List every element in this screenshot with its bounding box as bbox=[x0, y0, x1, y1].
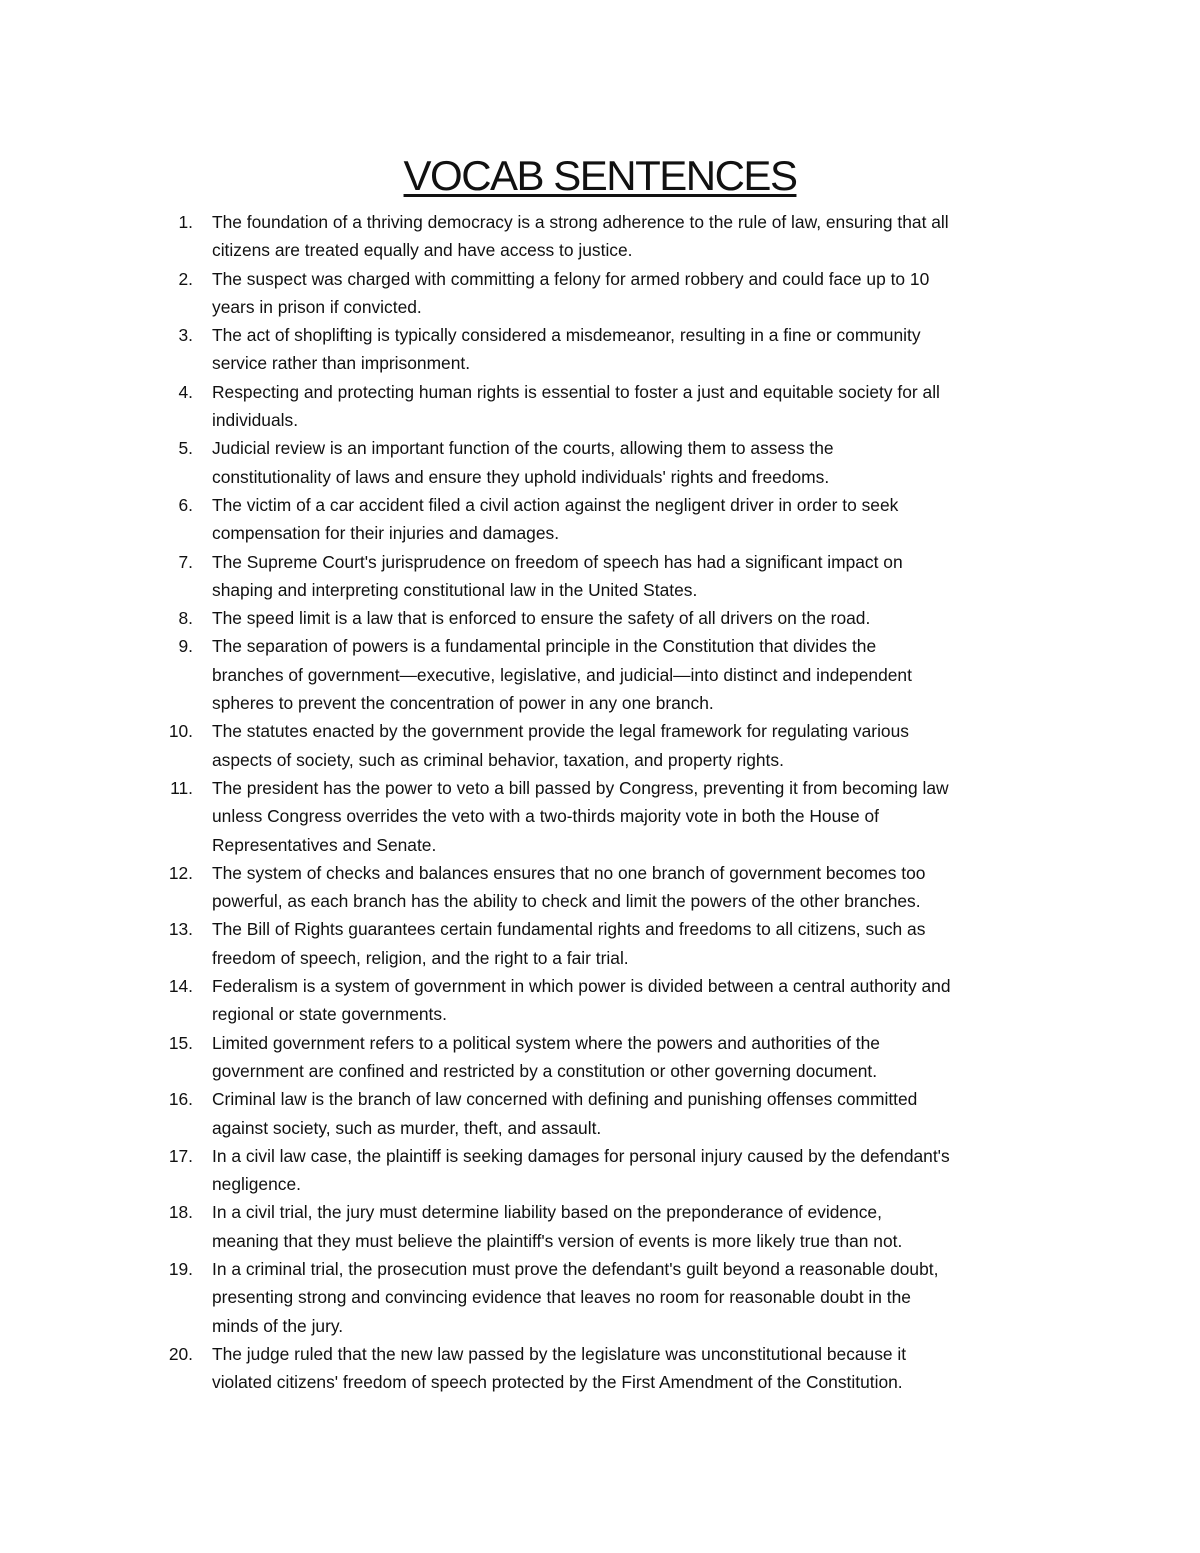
item-number: 14. bbox=[168, 976, 193, 997]
item-number: 5. bbox=[178, 438, 193, 459]
item-number: 13. bbox=[168, 919, 193, 940]
page-title: VOCAB SENTENCES bbox=[403, 152, 797, 199]
list-item bbox=[0, 491, 1062, 548]
item-number: 15. bbox=[168, 1032, 193, 1053]
list-item bbox=[0, 321, 1062, 378]
item-text: In a criminal trial, the prosecution must prove the defendant's guilt beyond a reasonable doubt, presenting strong and convincing evidence that leaves no room for reasonable doubt in the minds of the jury. bbox=[212, 1258, 939, 1336]
list-item bbox=[0, 548, 1062, 605]
item-number: 7. bbox=[178, 551, 193, 572]
list-item bbox=[0, 915, 1062, 972]
list-item bbox=[0, 1085, 1062, 1142]
item-number: 12. bbox=[168, 862, 193, 883]
list-item bbox=[0, 972, 1062, 1029]
item-text: Federalism is a system of government in which power is divided between a central authority and regional or state governments. bbox=[212, 976, 951, 1025]
item-text: The Bill of Rights guarantees certain fundamental rights and freedoms to all citizens, such as freedom of speech, religion, and the right to a fair trial. bbox=[212, 919, 926, 968]
list-item bbox=[0, 434, 1062, 491]
list-item bbox=[0, 632, 1062, 717]
item-text: Judicial review is an important function of the courts, allowing them to assess the constitutionality of laws and ensure they uphold individuals' rights and freedoms. bbox=[212, 438, 834, 487]
list-item bbox=[0, 1142, 1062, 1199]
item-number: 9. bbox=[178, 636, 193, 657]
item-number: 18. bbox=[168, 1202, 193, 1223]
list-item bbox=[0, 378, 1062, 435]
item-number: 20. bbox=[168, 1343, 193, 1364]
sentence-list bbox=[0, 208, 1200, 1396]
item-text: Respecting and protecting human rights is essential to foster a just and equitable society for all individuals. bbox=[212, 381, 940, 431]
item-number: 1. bbox=[178, 212, 193, 232]
item-number: 19. bbox=[168, 1258, 193, 1279]
item-number: 8. bbox=[178, 608, 193, 629]
item-text: Criminal law is the branch of law concerned with defining and punishing offenses committed against society, such as murder, theft, and assault. bbox=[212, 1089, 918, 1138]
list-item bbox=[0, 774, 1062, 859]
list-item bbox=[0, 859, 1062, 916]
list-item bbox=[0, 208, 1062, 265]
list-item bbox=[0, 1340, 1062, 1397]
list-item bbox=[0, 717, 1062, 774]
list-item bbox=[0, 604, 1062, 632]
item-text: The foundation of a thriving democracy is a strong adherence to the rule of law, ensuring that all citizens are treated equally and have access to justice. bbox=[212, 212, 949, 261]
item-number: 3. bbox=[178, 325, 193, 346]
item-text: The statutes enacted by the government provide the legal framework for regulating various aspects of society, such as criminal behavior, taxation, and property rights. bbox=[212, 721, 909, 770]
list-item bbox=[0, 1198, 1062, 1255]
item-number: 16. bbox=[168, 1089, 193, 1110]
list-item bbox=[0, 1255, 1062, 1340]
item-text: The Supreme Court's jurisprudence on freedom of speech has had a significant impact on shaping and interpreting constitutional law in the United States. bbox=[212, 551, 903, 600]
item-text: The suspect was charged with committing a felony for armed robbery and could face up to 10 years in prison if convicted. bbox=[212, 268, 930, 317]
item-number: 6. bbox=[178, 494, 193, 515]
item-text: The speed limit is a law that is enforced to ensure the safety of all drivers on the road. bbox=[212, 608, 871, 629]
item-text: Limited government refers to a political system where the powers and authorities of the government are confined and restricted by a constitution or other governing document. bbox=[212, 1032, 880, 1081]
item-text: The victim of a car accident filed a civil action against the negligent driver in order to seek compensation for their injuries and damages. bbox=[212, 494, 899, 544]
item-number: 11. bbox=[170, 777, 193, 798]
item-text: The system of checks and balances ensures that no one branch of government becomes too powerful, as each branch has the ability to check and limit the powers of the other branches. bbox=[212, 862, 926, 912]
item-text: In a civil law case, the plaintiff is seeking damages for personal injury caused by the defendant's negligence. bbox=[212, 1145, 950, 1195]
item-text: The judge ruled that the new law passed by the legislature was unconstitutional because it violated citizens' freedom of speech protected by the First Amendment of the Constitution. bbox=[212, 1343, 907, 1393]
item-number: 4. bbox=[178, 381, 193, 402]
item-number: 17. bbox=[168, 1145, 193, 1166]
item-text: The president has the power to veto a bill passed by Congress, preventing it from becoming law unless Congress overrides the veto with a two-thirds majority vote in both the House of Representatives and Senate. bbox=[212, 777, 949, 855]
item-text: The act of shoplifting is typically considered a misdemeanor, resulting in a fine or community service rather than imprisonment. bbox=[212, 325, 921, 374]
item-text: In a civil trial, the jury must determine liability based on the preponderance of evidence, meaning that they must believe the plaintiff's version of events is more likely true than not. bbox=[212, 1202, 903, 1251]
item-number: 10. bbox=[168, 721, 193, 742]
item-number: 2. bbox=[178, 268, 193, 289]
list-item bbox=[0, 265, 1062, 322]
list-item bbox=[0, 1029, 1062, 1086]
item-text: The separation of powers is a fundamental principle in the Constitution that divides the branches of government—executive, legislative, and judicial—into distinct and independent spheres to prevent the concentration of power in any one branch. bbox=[212, 636, 912, 714]
